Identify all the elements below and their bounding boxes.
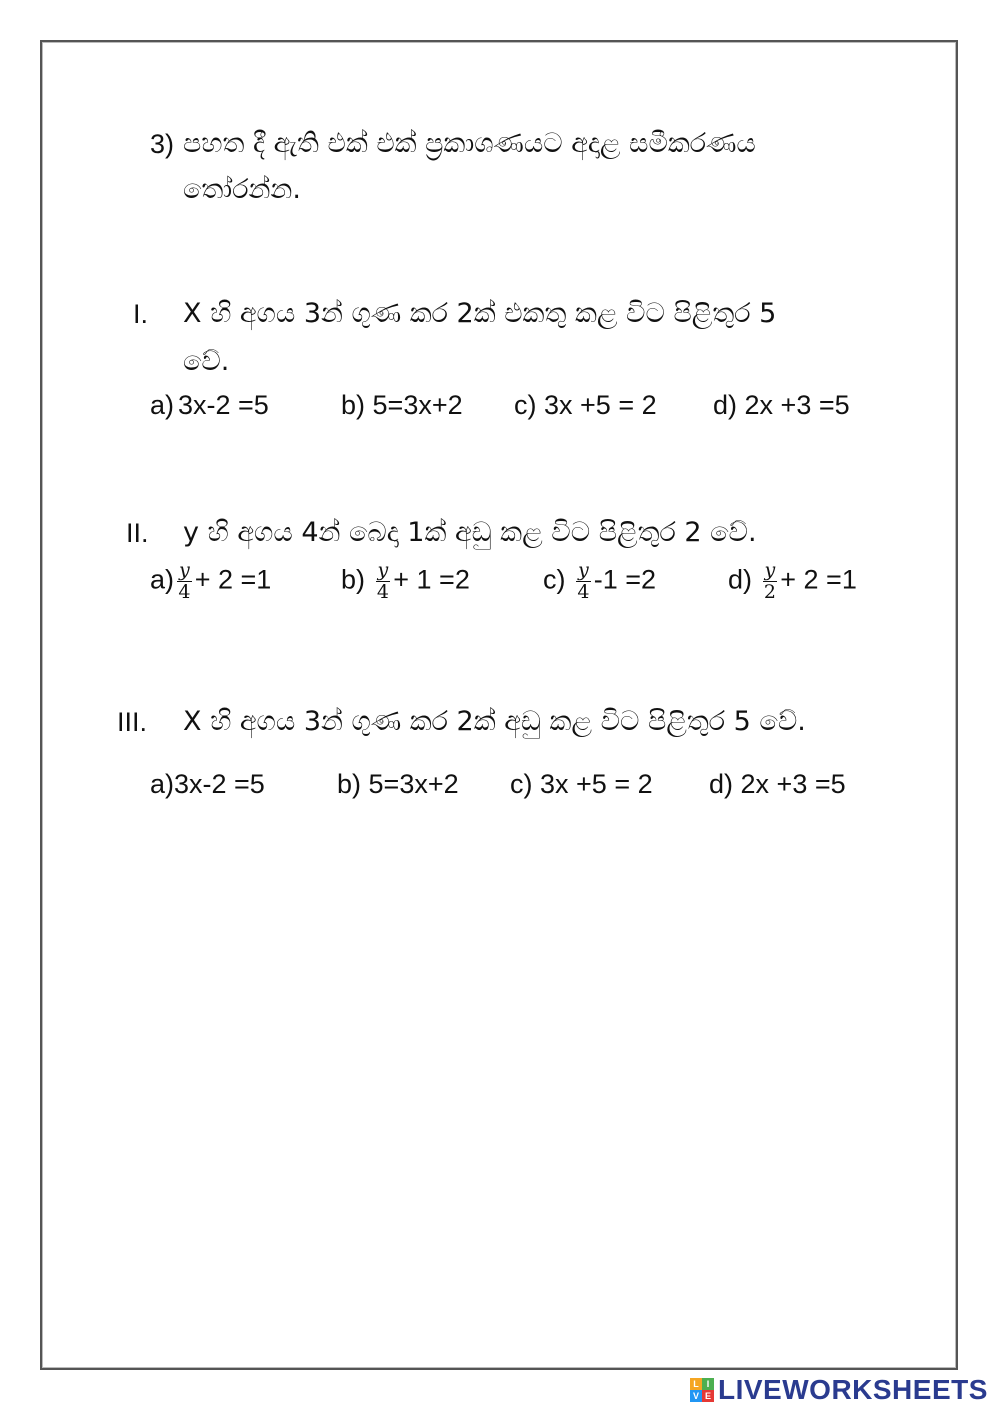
item-2-numeral: II. [126,518,149,548]
item-1-option-b[interactable] [341,388,463,422]
option-expression: 5=3x+2 [372,390,463,420]
item-1-option-a[interactable] [150,388,269,422]
fraction-denominator: 4 [577,581,590,603]
item-3-option-b[interactable] [337,767,459,801]
fraction-numerator: y [377,559,389,581]
option-expression: 3x-2 =5 [178,390,269,420]
item-2-option-d[interactable] [728,560,857,603]
fraction [576,560,591,603]
option-expression: 2x +3 =5 [740,769,846,799]
item-3-option-d[interactable] [709,767,846,801]
option-expression: + 2 =1 [780,564,857,595]
item-1-option-d[interactable] [713,388,850,422]
logo-tile: E [702,1390,714,1402]
item-2-option-b[interactable] [341,560,470,603]
option-expression: 3x +5 = 2 [540,769,653,799]
logo-tile: V [690,1390,702,1402]
fraction-denominator: 2 [763,581,776,603]
liveworksheets-logo-icon [690,1378,714,1402]
question-number: 3) [150,129,175,159]
option-expression: 3x-2 =5 [174,769,265,799]
item-2-option-c[interactable] [543,560,656,603]
option-label: c) [543,564,566,595]
option-label: b) [341,564,366,595]
option-label: a) [150,769,175,799]
item-1-option-c[interactable] [514,388,657,422]
option-label: c) [510,769,533,799]
option-expression: + 2 =1 [194,564,272,595]
fraction-numerator: y [764,559,776,581]
liveworksheets-logo-text: LIVEWORKSHEETS [718,1374,988,1405]
option-label: c) [514,390,537,420]
logo-tile: L [690,1378,702,1390]
fraction [763,560,778,603]
option-expression: 2x +3 =5 [744,390,850,420]
option-label: b) [337,769,362,799]
question-text-line1: පහත දී ඇති එක් එක් ප්‍රකාශණයට අදාළ සමීකරණය [183,128,756,159]
option-label: b) [341,390,366,420]
item-3-text-line1: X හි අගය 3න් ගුණ කර 2ක් අඩු කළ විට පිළිතුර 5 වේ. [183,706,806,737]
question-text-line2: තෝරන්න. [183,174,301,205]
fraction [376,560,391,603]
option-label: d) [713,390,738,420]
item-3-numeral: III. [117,707,148,737]
item-1-numeral: I. [133,299,149,329]
fraction-numerator: y [578,559,589,581]
fraction-denominator: 4 [376,581,389,603]
logo-tile: I [702,1378,714,1390]
fraction-numerator: y [179,559,190,581]
fraction-denominator: 4 [178,581,191,603]
item-2-option-a[interactable] [150,560,271,603]
option-label: a) [150,390,175,420]
option-label: a) [150,564,175,595]
fraction [177,560,192,603]
item-3-option-a[interactable] [150,767,265,801]
item-3-option-c[interactable] [510,767,653,801]
option-label: d) [709,769,734,799]
liveworksheets-logo [690,1374,988,1406]
option-label: d) [728,564,753,595]
item-1-text-line2: වේ. [183,346,230,377]
item-1-text-line1: X හි අගය 3න් ගුණ කර 2ක් එකතු කළ විට පිළිතුර 5 [183,298,777,329]
option-expression: 5=3x+2 [368,769,459,799]
option-expression: 3x +5 = 2 [544,390,657,420]
item-2-text-line1: y හි අගය 4න් බෙදා 1ක් අඩු කළ විට පිළිතුර 2 වේ. [183,517,757,548]
option-expression: + 1 =2 [393,564,470,595]
option-expression: -1 =2 [593,564,657,595]
